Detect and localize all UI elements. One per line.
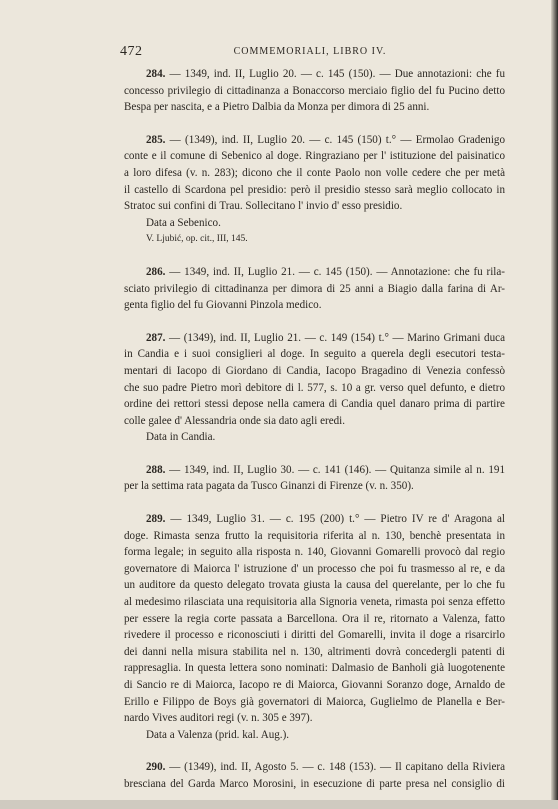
entry-line: governatore di Maiorca l' istruzione d' un processo che poi fu trasmesso al re, e da: [124, 562, 505, 575]
entry-line: un auditore da questo delegato trovata giusta la causa del querelante, per lo che fu: [124, 579, 505, 592]
entry-date: Data in Candia.: [146, 431, 216, 444]
entry-number: 289.: [146, 513, 166, 526]
entry-line: mentari di Iacopo di Giordano di Candia, Iacopo Bragadino di Venezia confessò: [124, 364, 505, 377]
running-title: COMMEMORIALI, LIBRO IV.: [233, 46, 387, 57]
entry-line: conte e il comune di Sebenico al doge. Ringraziano per l' istituzione del paisinatico: [124, 150, 505, 163]
entry-line: doge. Rimasta senza frutto la requisitoria riferita al n. 130, benchè presentata in: [124, 529, 505, 542]
entry-line: al medesimo rilasciata una requisitoria alla Signoria veneta, rimasta poi senza effetto: [124, 596, 505, 609]
entry-source: V. Ljubić, op. cit., III, 145.: [146, 234, 248, 245]
entry-number: 285.: [146, 133, 166, 146]
entry-line: 288. — 1349, ind. II, Luglio 30. — c. 141 (146). — Quitanza simile al n. 191: [146, 463, 505, 476]
entry-line: rappresaglia. In questa lettera sono nominati: Dalmasio de Banholi già luogotenente: [124, 662, 505, 675]
entry-line: sciato privilegio di cittadinanza per dimora di 25 anni a Biagio dalla farina di Ar-: [124, 282, 505, 295]
entry-line: di Sancio re di Maiorca, Iacopo re di Maiorca, Giovanni Soranzo doge, Arnaldo de: [124, 679, 505, 691]
entry-line: nardo Vives auditori regi (v. n. 305 e 397).: [124, 712, 313, 725]
entry-line: il castello di Scardona pel presidio: però il presidio stesso sarà meglio collocato in: [124, 183, 505, 196]
entry-287: [124, 330, 505, 446]
entry-line: 284. — 1349, ind. II, Luglio 20. — c. 145 (150). — Due annotazioni: che fu: [146, 68, 505, 80]
entry-number: 284.: [146, 68, 166, 80]
entry-line: Stratoc sui confini di Trau. Sollecitano l' invio d' esso presidio.: [124, 200, 403, 213]
page-header: [120, 44, 500, 60]
entry-line: concesso privilegio di cittadinanza a Bonaccorso merciaio figlio del fu Pucino detto: [124, 84, 505, 97]
entry-date: Data a Sebenico.: [146, 216, 221, 229]
entry-line: per essere la regia corte passata a Barcellona. Ora il re, ritornato a Valenza, fatto: [124, 612, 505, 625]
entry-line: per la settima rata pagata da Tusco Ginanzi di Firenze (v. n. 350).: [124, 480, 414, 493]
entry-number: 287.: [146, 331, 166, 344]
entry-number: 290.: [146, 761, 166, 774]
entry-line: 287. — (1349), ind. II, Luglio 21. — c. 149 (154) t.° — Marino Grimani duca: [146, 331, 505, 344]
entry-288: [124, 462, 505, 495]
entry-line: 286. — 1349, ind. II, Luglio 21. — c. 145 (150). — Annotazione: che fu rila-: [146, 265, 505, 278]
entry-285: [124, 132, 505, 248]
entry-number: 286.: [146, 265, 166, 278]
entry-284: [124, 66, 505, 116]
entry-date: Data a Valenza (prid. kal. Aug.).: [146, 728, 290, 741]
entry-289: [124, 511, 505, 743]
entry-line: Bespa per nascita, e a Pietro Dalbia da Monza per dimora di 25 anni.: [124, 101, 430, 114]
entry-line: colle galee d' Alessandria onde sia dato agli eredi.: [124, 414, 346, 427]
entry-line: genta figlio del fu Giovanni Pinzola medico.: [124, 299, 322, 312]
entry-line: che suo padre Pietro morì debitore di l. 577, s. 10 a gr. verso quel defunto, e dietro: [124, 381, 505, 394]
entry-line: rivedere il processo e riconosciuti i diritti del Gomarelli, invita il doge a risarcirlo: [124, 629, 505, 642]
entry-286: [124, 264, 505, 314]
entry-number: 288.: [146, 463, 166, 476]
entry-line: 290. — (1349), ind. II, Agosto 5. — c. 148 (153). — Il capitano della Riviera: [146, 761, 505, 774]
page-number: 472: [120, 44, 143, 59]
entry-line: ordine dei rettori stessi depose nella camera di Candia quel danaro prima di partire: [124, 398, 505, 411]
entry-line: dei danni nella misura stabilita nel n. 130, altrimenti dovrà concedergli patenti di: [124, 645, 505, 658]
entry-line: Erillo e Filippo de Boys già governatori di Maiorca, Guglielmo de Planella e Ber-: [124, 695, 505, 708]
entry-line: 289. — 1349, Luglio 31. — c. 195 (200) t.° — Pietro IV re d' Aragona al: [146, 513, 505, 526]
entry-line: bresciana del Garda Marco Morosini, in esecuzione di parte presa nel consiglio di: [124, 777, 505, 790]
page-content: [124, 66, 505, 809]
entry-line: in Candia e i suoi consiglieri al doge. In seguito a querela degli esecutori testa-: [124, 348, 505, 361]
entry-line: forma legale; in seguito alla risposta n. 140, Giovanni Gomarelli provocò dal regio: [124, 546, 505, 559]
entry-line: 285. — (1349), ind. II, Luglio 20. — c. 145 (150) t.° — Ermolao Gradenigo: [146, 133, 505, 146]
page-edge-shadow: [551, 0, 558, 800]
entry-290: [124, 759, 505, 792]
entry-line: a loro difesa (v. n. 283); dicono che il conte Paolo non volle cedere che per metà: [124, 166, 505, 179]
